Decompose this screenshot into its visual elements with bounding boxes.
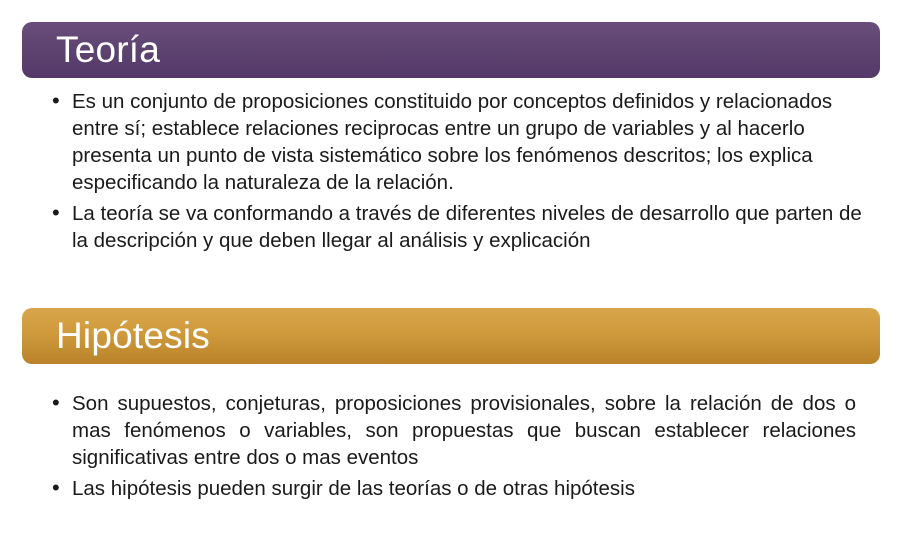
section-title-hipotesis: Hipótesis: [56, 315, 210, 356]
list-item: • Es un conjunto de proposiciones constituido por conceptos definidos y relacionados entre sí; establece relaciones reciprocas entre un grupo de variables y al hacerlo presenta un punto de vista sistemático sobre los fenómenos descritos; los explica especificando la naturaleza de la relación.: [38, 88, 880, 196]
section-hipotesis: [0, 308, 898, 506]
list-item: • Las hipótesis pueden surgir de las teorías o de otras hipótesis: [38, 475, 880, 502]
list-item: • Son supuestos, conjeturas, proposiciones provisionales, sobre la relación de dos o mas fenómenos o variables, son propuestas que buscan establecer relaciones significativas entre dos o mas eventos: [38, 390, 880, 471]
bullet-list-teoria: [0, 88, 898, 254]
section-header-hipotesis: [22, 308, 880, 364]
section-header-teoria: [22, 22, 880, 78]
bullet-list-hipotesis: [0, 390, 898, 502]
list-item: • La teoría se va conformando a través de diferentes niveles de desarrollo que parten de la descripción y que deben llegar al análisis y explicación: [38, 200, 880, 254]
section-title-teoria: Teoría: [56, 29, 161, 70]
section-teoria: [0, 22, 898, 258]
